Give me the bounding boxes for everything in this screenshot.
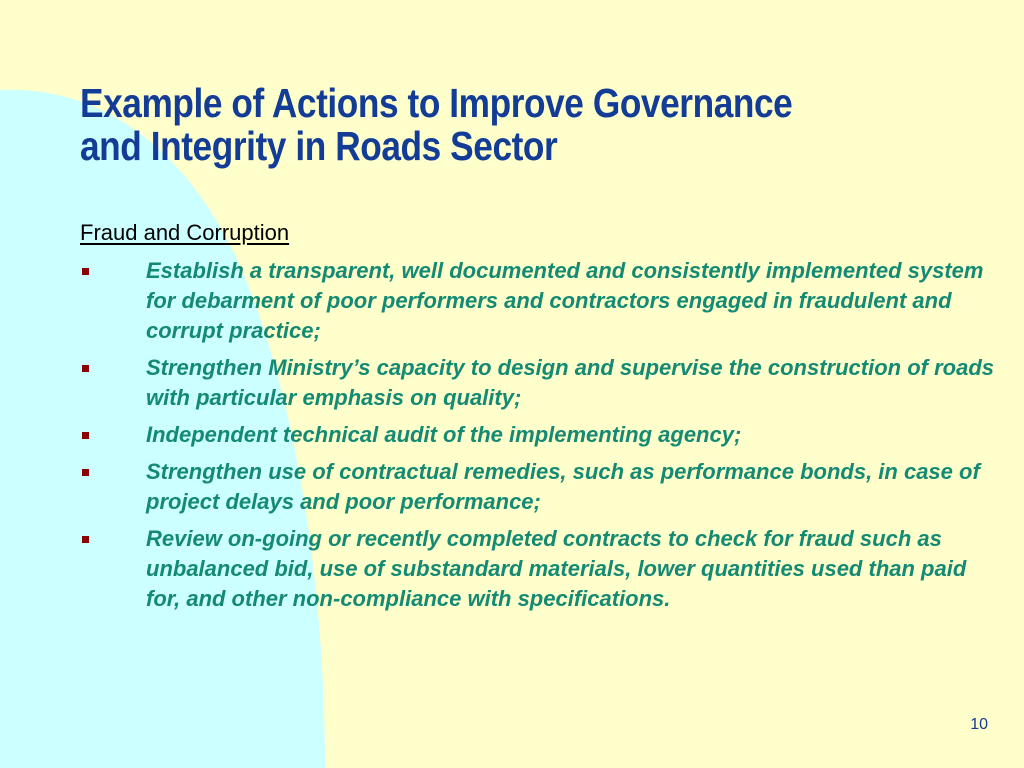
bullet-text: Independent technical audit of the implementing agency; (146, 422, 742, 447)
section-heading: Fraud and Corruption (80, 220, 290, 245)
bullet-item (80, 457, 1000, 517)
square-bullet-icon (82, 432, 89, 439)
square-bullet-icon (82, 469, 89, 476)
square-bullet-icon (82, 365, 89, 372)
bullet-item (80, 420, 1000, 450)
slide-title-line-1: Example of Actions to Improve Governance (80, 80, 793, 126)
bullet-item (80, 256, 1000, 346)
bullet-item (80, 353, 1000, 413)
bullet-text: Strengthen use of contractual remedies, such as performance bonds, in case of project delays and poor performance; (146, 459, 980, 514)
page-number: 10 (970, 716, 988, 733)
bullet-text: Establish a transparent, well documented and consistently implemented system for debarment of poor performers and contractors engaged in fraudulent and corrupt practice; (146, 258, 984, 343)
slide-title-line-2: and Integrity in Roads Sector (80, 123, 558, 169)
bullet-list (80, 256, 1000, 621)
bullet-text: Review on-going or recently completed contracts to check for fraud such as unbalanced bid, use of substandard materials, lower quantities used than paid for, and other non-compliance with specifications. (146, 526, 967, 611)
square-bullet-icon (82, 268, 89, 275)
square-bullet-icon (82, 536, 89, 543)
slide-title (80, 82, 854, 168)
bullet-text: Strengthen Ministry’s capacity to design and supervise the construction of roads with particular emphasis on quality; (146, 355, 994, 410)
bullet-item (80, 524, 1000, 614)
